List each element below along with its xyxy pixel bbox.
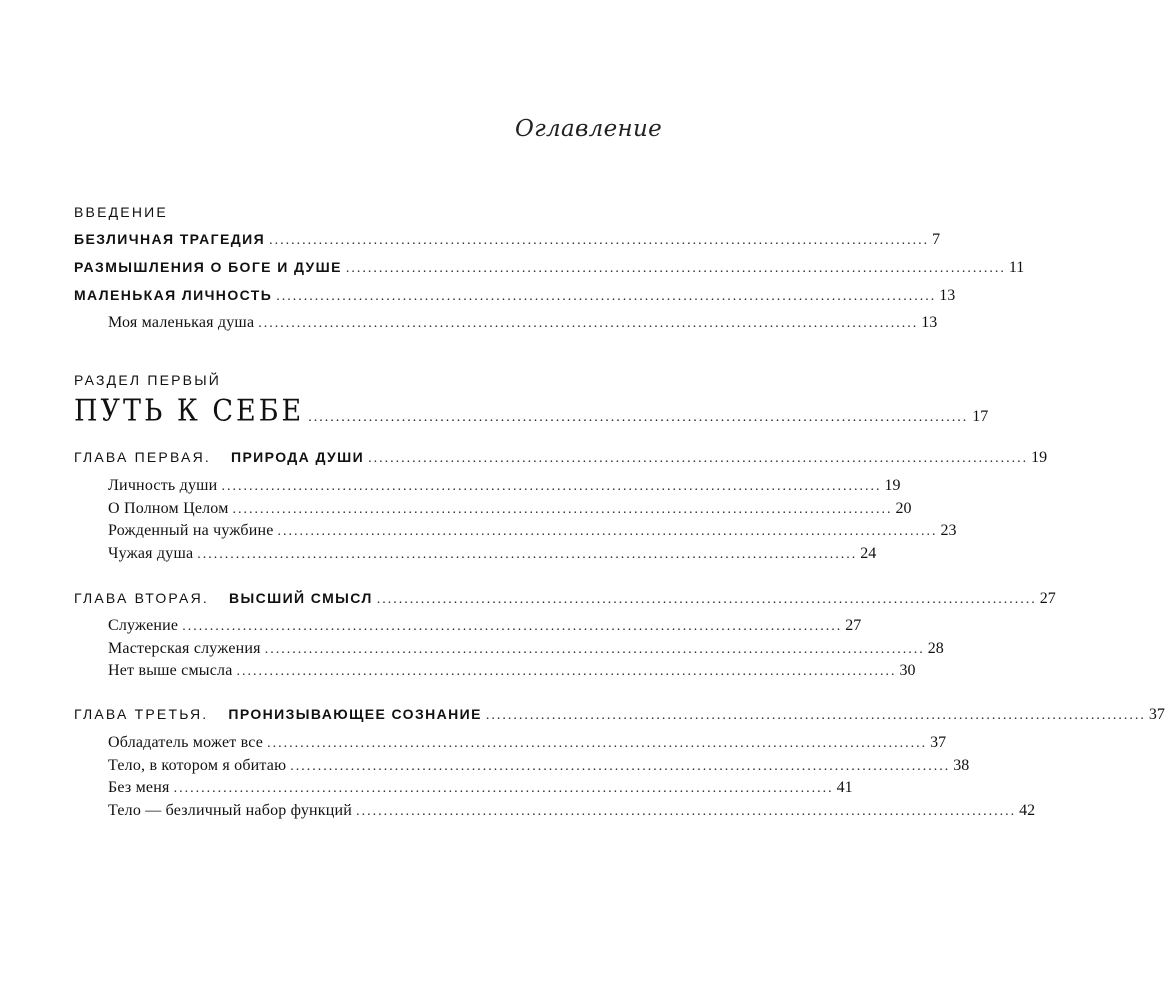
dot-leader: ........................................................................................................................ (276, 289, 937, 304)
dot-leader: ........................................................................................................................ (182, 619, 843, 634)
intro-label: ВВЕДЕНИЕ (74, 204, 168, 220)
chapter-title: ПРИРОДА ДУШИ (230, 449, 365, 465)
dot-leader: ........................................................................................................................ (269, 233, 930, 248)
part-entry[interactable] (74, 393, 989, 428)
chapter-label: ГЛАВА ВТОРАЯ. (74, 590, 209, 606)
chapter-label: ГЛАВА ПЕРВАЯ. (74, 449, 211, 465)
toc-subentry[interactable] (108, 314, 938, 336)
chapter-entry[interactable] (74, 449, 1048, 471)
chapter-entry[interactable] (74, 590, 1056, 612)
toc-subentry[interactable] (108, 617, 862, 639)
dot-leader: ........................................................................................................................ (356, 804, 1017, 819)
dot-leader: ........................................................................................................................ (264, 642, 925, 657)
page-number: 37 (1148, 706, 1165, 723)
chapter-label: ГЛАВА ТРЕТЬЯ. (74, 706, 209, 722)
page-number: 23 (940, 522, 957, 539)
toc-subentry[interactable] (108, 662, 916, 684)
page-number: 41 (836, 779, 853, 796)
dot-leader: ........................................................................................................................ (197, 547, 858, 562)
toc-subentry[interactable] (108, 757, 970, 779)
entry-title: БЕЗЛИЧНАЯ ТРАГЕДИЯ (74, 231, 266, 247)
page-number: 37 (930, 734, 947, 751)
page-number: 42 (1019, 802, 1036, 819)
page-number: 19 (1031, 449, 1048, 466)
entry-title: Чужая душа (108, 545, 194, 562)
dot-leader: ........................................................................................................................ (221, 479, 882, 494)
page-number: 20 (895, 500, 912, 517)
toc-entry[interactable] (74, 287, 956, 309)
entry-title: Нет выше смысла (108, 662, 233, 679)
dot-leader: ........................................................................................................................ (345, 261, 1006, 276)
toc-subentry[interactable] (108, 779, 853, 801)
entry-title: Моя маленькая душа (108, 314, 255, 331)
toc-subentry[interactable] (108, 734, 947, 756)
dot-leader: ........................................................................................................................ (267, 736, 928, 751)
entry-title: Тело, в котором я обитаю (108, 757, 287, 774)
page-number: 11 (1008, 259, 1025, 276)
page-number: 13 (921, 314, 938, 331)
chapter-entry[interactable] (74, 706, 1165, 728)
toc-entry[interactable] (74, 231, 941, 253)
entry-title: Без меня (108, 779, 170, 796)
page-number: 28 (927, 640, 944, 657)
dot-leader: ........................................................................................................................ (173, 781, 834, 796)
toc-title: Оглавление (514, 116, 662, 142)
entry-title: Мастерская служения (108, 640, 261, 657)
entry-title: РАЗМЫШЛЕНИЯ О БОГЕ И ДУШЕ (74, 259, 342, 275)
chapter-title: ПРОНИЗЫВАЮЩЕЕ СОЗНАНИЕ (228, 706, 482, 722)
toc-entry[interactable] (74, 259, 1025, 281)
dot-leader: ........................................................................................................................ (236, 664, 897, 679)
entry-title: Служение (108, 617, 179, 634)
dot-leader: ........................................................................................................................ (485, 708, 1146, 723)
dot-leader: ........................................................................................................................ (376, 592, 1037, 607)
part-title: ПУТЬ К СЕБЕ (74, 393, 305, 428)
toc-subentry[interactable] (108, 522, 957, 544)
page-number: 19 (884, 477, 901, 494)
entry-title: Обладатель может все (108, 734, 264, 751)
toc-subentry[interactable] (108, 640, 944, 662)
chapter-title: ВЫСШИЙ СМЫСЛ (228, 590, 373, 606)
page-number: 27 (1039, 590, 1056, 607)
toc-subentry[interactable] (108, 477, 901, 499)
dot-leader: ........................................................................................................................ (232, 502, 893, 517)
dot-leader: ........................................................................................................................ (368, 451, 1029, 466)
page-number: 27 (845, 617, 862, 634)
dot-leader: ........................................................................................................................ (308, 410, 969, 425)
page-number: 24 (860, 545, 877, 562)
toc-subentry[interactable] (108, 545, 877, 567)
dot-leader: ........................................................................................................................ (277, 524, 938, 539)
entry-title: Тело — безличный набор функций (108, 802, 353, 819)
page-number: 30 (899, 662, 916, 679)
page-number: 17 (972, 408, 989, 425)
page-number: 38 (953, 757, 970, 774)
dot-leader: ........................................................................................................................ (258, 316, 919, 331)
toc-subentry[interactable] (108, 802, 1036, 824)
page-number: 13 (939, 287, 956, 304)
dot-leader: ........................................................................................................................ (290, 759, 951, 774)
entry-title: Личность души (108, 477, 218, 494)
entry-title: О Полном Целом (108, 500, 229, 517)
toc-subentry[interactable] (108, 500, 912, 522)
entry-title: МАЛЕНЬКАЯ ЛИЧНОСТЬ (74, 287, 273, 303)
part-label: РАЗДЕЛ ПЕРВЫЙ (74, 372, 222, 388)
page-number: 7 (932, 231, 941, 248)
entry-title: Рожденный на чужбине (108, 522, 274, 539)
